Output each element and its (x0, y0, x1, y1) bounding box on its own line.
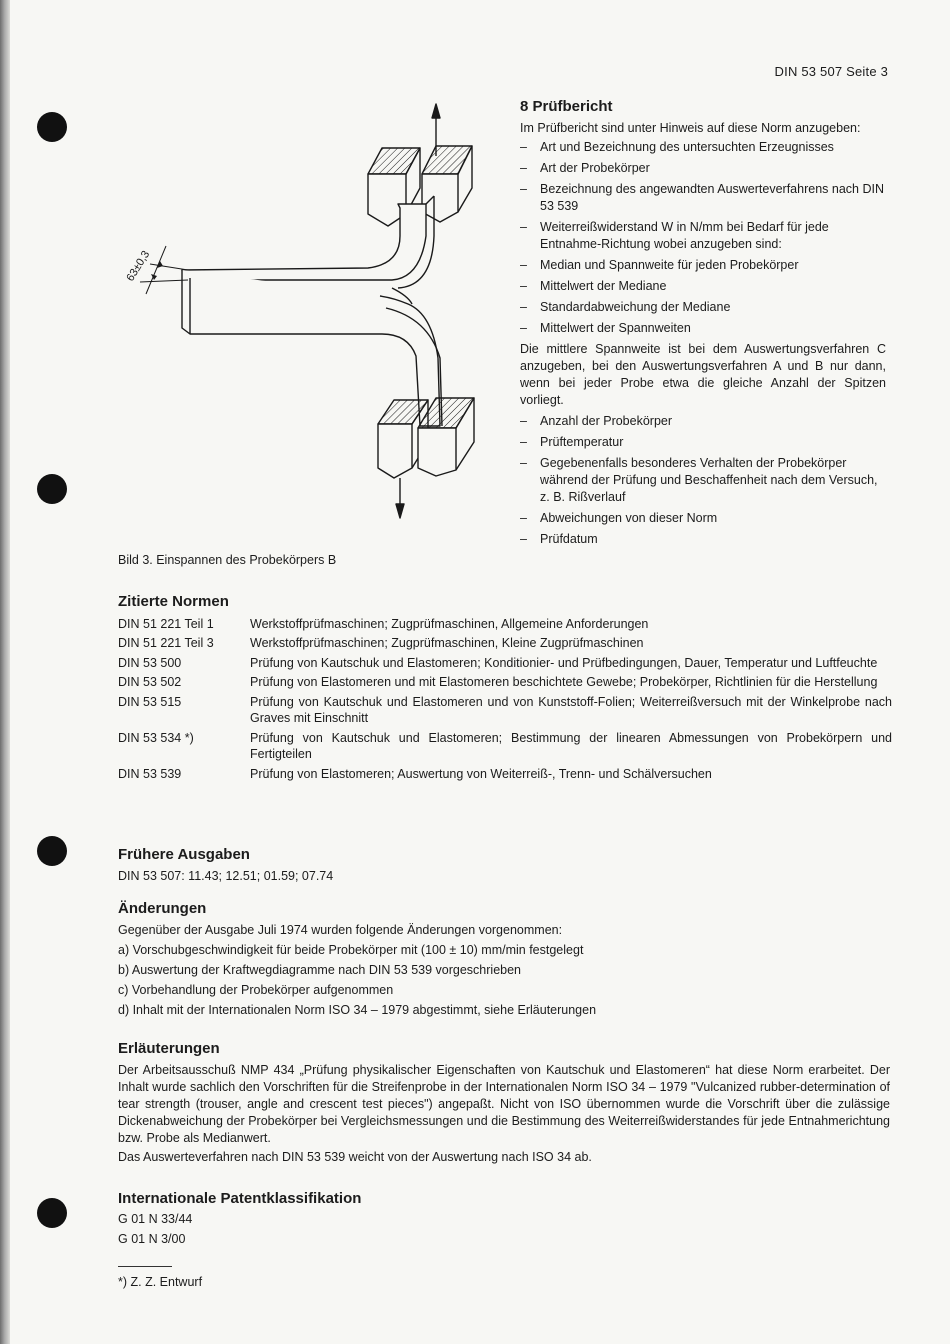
pruefbericht-section (520, 98, 886, 552)
fruehere-ausgaben-text: DIN 53 507: 11.43; 12.51; 01.59; 07.74 (118, 869, 334, 883)
list-item: a) Vorschubgeschwindigkeit für beide Probekörper mit (100 ± 10) mm/min festgelegt (118, 943, 584, 957)
patentklassifikation-title: Internationale Patentklassifikation (118, 1190, 362, 1207)
list-item: – Prüftemperatur (520, 435, 624, 449)
footnote: *) Z. Z. Entwurf (118, 1275, 203, 1289)
patent-code: G 01 N 33/44 (118, 1212, 193, 1226)
table-row: DIN 53 534 *) Prüfung von Kautschuk und Elastomeren; Bestimmung der linearen Abmessungen von Probekörpern und Fertigteilen (118, 730, 892, 761)
list-item: – Art und Bezeichnung des untersuchten Erzeugnisses (520, 140, 834, 154)
list-item: – Gegebenenfalls besonderes Verhalten der Probekörper während der Prüfung und Beschaffenheit nach dem Versuch, z. B. Rißverlauf (520, 456, 878, 504)
aenderungen-intro: Gegenüber der Ausgabe Juli 1974 wurden folgende Änderungen vorgenommen: (118, 923, 563, 937)
page-header: DIN 53 507 Seite 3 (774, 64, 888, 79)
footnote-rule (118, 1266, 172, 1267)
punch-hole-3 (37, 836, 67, 866)
pruefbericht-title: 8 Prüfbericht (520, 98, 613, 115)
pruefbericht-intro: Im Prüfbericht sind unter Hinweis auf diese Norm anzugeben: (520, 121, 861, 135)
patentklassifikation-section (118, 1190, 890, 1251)
list-item: – Median und Spannweite für jeden Probekörper (520, 258, 799, 272)
aenderungen-section (118, 900, 890, 1022)
pull-arrow-bottom (396, 478, 404, 518)
pruefbericht-list-2 (520, 413, 886, 548)
dimension-label: 63±0,3 (124, 248, 153, 284)
erlaeuterungen-section (118, 1040, 890, 1166)
aenderungen-title: Änderungen (118, 900, 207, 917)
list-item: c) Vorbehandlung der Probekörper aufgenommen (118, 983, 394, 997)
punch-hole-2 (37, 474, 67, 504)
list-item: – Bezeichnung des angewandten Auswerteverfahrens nach DIN 53 539 (520, 182, 884, 213)
list-item: – Art der Probekörper (520, 161, 650, 175)
erlaeuterungen-title: Erläuterungen (118, 1040, 220, 1057)
table-row: DIN 51 221 Teil 1 Werkstoffprüfmaschinen; Zugprüfmaschinen, Allgemeine Anforderungen (118, 616, 649, 631)
punch-hole-1 (37, 112, 67, 142)
table-row: DIN 53 500 Prüfung von Kautschuk und Elastomeren; Konditionier- und Prüfbedingungen, Dauer, Temperatur und Luftfeuchte (118, 655, 878, 670)
list-item: – Prüfdatum (520, 532, 598, 546)
list-item: d) Inhalt mit der Internationalen Norm ISO 34 – 1979 abgestimmt, siehe Erläuterungen (118, 1003, 597, 1017)
figure-caption: Bild 3. Einspannen des Probekörpers B (118, 553, 337, 567)
zitierte-normen-section (118, 594, 892, 785)
list-item: – Anzahl der Probekörper (520, 414, 673, 428)
list-item: – Standardabweichung der Mediane (520, 300, 731, 314)
list-item: – Weiterreißwiderstand W in N/mm bei Bedarf für jede Entnahme-Richtung wobei anzugeben sind: (520, 220, 829, 251)
pruefbericht-list-1 (520, 139, 886, 337)
list-item: – Mittelwert der Mediane (520, 279, 667, 293)
pruefbericht-note: Die mittlere Spannweite ist bei dem Auswertungsverfahren C anzugeben, bei den Auswertungsverfahren A und B nur dann, wenn bei jeder Probe etwa die gleiche Anzahl der Spitzen vorliegt. (520, 342, 886, 407)
list-item: b) Auswertung der Kraftwegdiagramme nach DIN 53 539 vorgeschrieben (118, 963, 521, 977)
table-row: DIN 53 515 Prüfung von Kautschuk und Elastomeren und von Kunststoff-Folien; Weiterreißversuch mit der Winkelprobe nach Graves mit Einschnitt (118, 694, 892, 725)
fruehere-ausgaben-title: Frühere Ausgaben (118, 846, 250, 863)
list-item: – Mittelwert der Spannweiten (520, 321, 691, 335)
erlaeuterungen-paragraph-2: Das Auswerteverfahren nach DIN 53 539 weicht von der Auswertung nach ISO 34 ab. (118, 1150, 592, 1164)
table-row: DIN 51 221 Teil 3 Werkstoffprüfmaschinen; Zugprüfmaschinen, Kleine Zugprüfmaschinen (118, 636, 644, 650)
table-row: DIN 53 539 Prüfung von Elastomeren; Auswertung von Weiterreiß-, Trenn- und Schälversuchen (118, 766, 712, 781)
punch-hole-4 (37, 1198, 67, 1228)
fruehere-ausgaben-section (118, 846, 890, 885)
list-item: – Abweichungen von dieser Norm (520, 511, 718, 525)
scan-edge-shadow (0, 0, 10, 1344)
specimen-clamping-figure (110, 96, 490, 536)
zitierte-normen-title: Zitierte Normen (118, 593, 229, 610)
patent-code: G 01 N 3/00 (118, 1232, 186, 1246)
erlaeuterungen-paragraph: Der Arbeitsausschuß NMP 434 „Prüfung physikalischer Eigenschaften von Kautschuk und Elastomeren“ hat diese Norm erarbeitet. Der Inhalt wurde sachlich den Vorschriften für die Streifenprobe in der Internationalen Norm ISO 34 – 1979 "Vulcanized rubber-determination of tear strength (trouser, angle and crescent test pieces") angepaßt. Nicht von ISO übernommen wurde die Vorschrift über die zulässige Dickenabweichung der Probekörper bei Vergleichsmessungen und die Bestimmung des Weiterreißwiderstandes für jede Entnahmerichtung bzw. Probe als Medianwert. (118, 1063, 890, 1145)
table-row: DIN 53 502 Prüfung von Elastomeren und mit Elastomeren beschichtete Gewebe; Probekörper, Richtlinien für die Herstellung (118, 675, 878, 689)
